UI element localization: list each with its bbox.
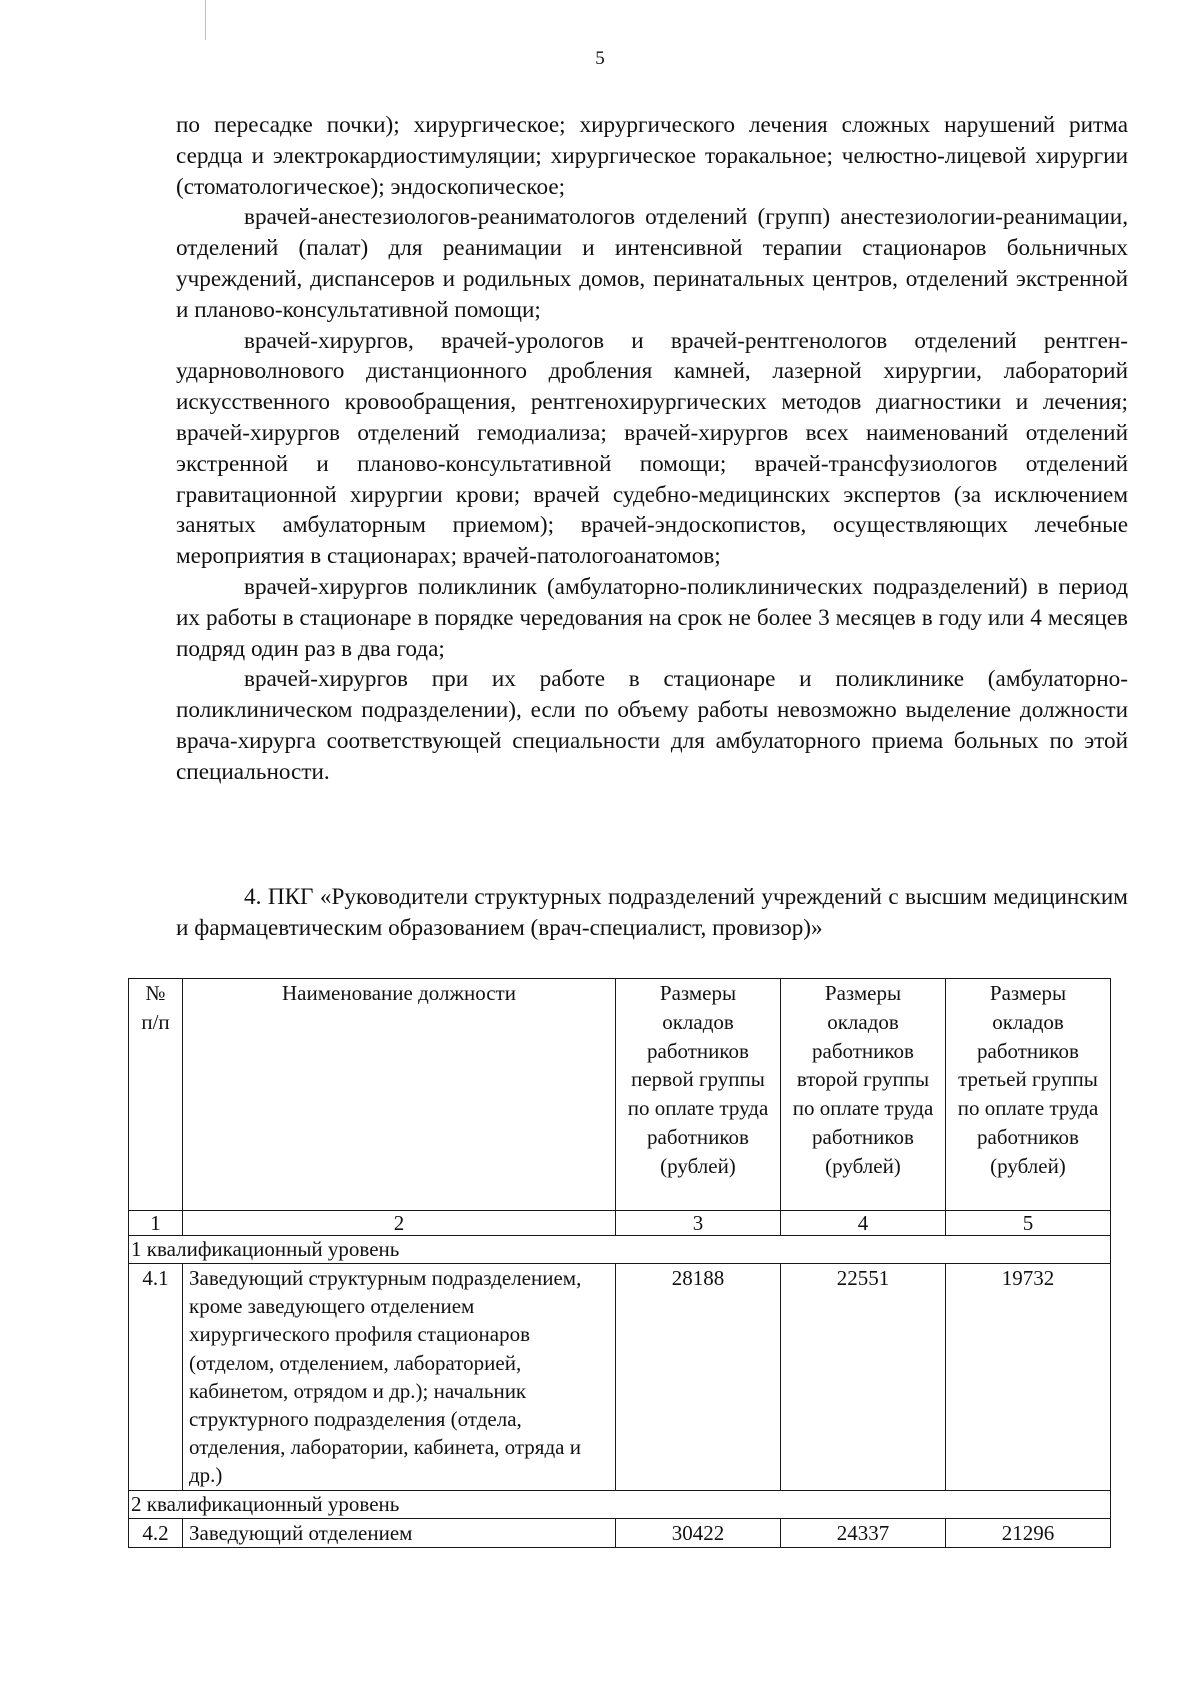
table-header-row	[129, 979, 1111, 1211]
paragraph-2: врачей-анестезиологов-реаниматологов отделений (групп) анестезиологии-реанимации, отделений (палат) для реанимации и интенсивной терапии стационаров больничных учреждений, диспансеров и родильных домов, перинатальных центров, отделений экстренной и планово-консультативной помощи;	[176, 204, 1128, 323]
header-position-name: Наименование должности	[183, 979, 616, 1211]
body-text	[176, 110, 1128, 788]
salary-group-3: 19732	[946, 1264, 1111, 1491]
salary-table	[128, 978, 1111, 1548]
column-index: 3	[616, 1211, 781, 1236]
paragraph-3: врачей-хирургов, врачей-урологов и врачей-рентгенологов отделений рентген-ударноволнового дистанционного дробления камней, лазерной хирургии, лабораторий искусственного кровообращения, рентгенохирургических методов диагностики и лечения; врачей-хирургов отделений гемодиализа; врачей-хирургов всех наименований отделений экстренной и планово-консультативной помощи; врачей-трансфузиологов отделений гравитационной хирургии крови; врачей судебно-медицинских экспертов (за исключением занятых амбулаторным приемом); врачей-эндоскопистов, осуществляющих лечебные мероприятия в стационарах; врачей-патологоанатомов;	[176, 327, 1128, 570]
qualification-level-row	[129, 1490, 1111, 1518]
table-row	[129, 1518, 1111, 1547]
paragraph-4: врачей-хирургов поликлиник (амбулаторно-поликлинических подразделений) в период их работы в стационаре в порядке чередования на срок не более 3 месяцев в году или 4 месяцев подряд один раз в два года;	[176, 573, 1128, 662]
column-index: 2	[183, 1211, 616, 1236]
qualification-level-label: 2 квалификационный уровень	[129, 1490, 1111, 1518]
qualification-level-label: 1 квалификационный уровень	[129, 1236, 1111, 1264]
header-group-2: Размеры окладов работников второй группы по оплате труда работников (рублей)	[781, 979, 946, 1211]
page-number: 5	[595, 48, 605, 69]
salary-group-2: 24337	[781, 1518, 946, 1547]
paragraph-1: по пересадке почки); хирургическое; хирургического лечения сложных нарушений ритма сердца и электрокардиостимуляции; хирургическое торакальное; челюстно-лицевой хирургии (стоматологическое); эндоскопическое;	[176, 112, 1128, 200]
column-index-row	[129, 1211, 1111, 1236]
section-heading: 4. ПКГ «Руководители структурных подразделений учреждений с высшим медицинским и фармацевтическим образованием (врач-специалист, провизор)»	[176, 884, 1128, 941]
qualification-level-row	[129, 1236, 1111, 1264]
column-index: 1	[129, 1211, 183, 1236]
paragraph-5: врачей-хирургов при их работе в стационаре и поликлинике (амбулаторно-поликлиническом подразделении), если по объему работы невозможно выделение должности врача-хирурга соответствующей специальности для амбулаторного приема больных по этой специальности.	[176, 666, 1128, 785]
salary-group-2: 22551	[781, 1264, 946, 1491]
row-number: 4.2	[129, 1518, 183, 1547]
position-name: Заведующий отделением	[183, 1518, 616, 1547]
header-group-1: Размеры окладов работников первой группы по оплате труда работников (рублей)	[616, 979, 781, 1211]
row-number: 4.1	[129, 1264, 183, 1491]
salary-group-3: 21296	[946, 1518, 1111, 1547]
position-name: Заведующий структурным подразделением, кроме заведующего отделением хирургического профиля стационаров (отделом, отделением, лабораторией, кабинетом, отрядом и др.); начальник структурного подразделения (отдела, отделения, лаборатории, кабинета, отряда и др.)	[183, 1264, 616, 1491]
header-num: № п/п	[129, 979, 183, 1211]
column-index: 5	[946, 1211, 1111, 1236]
table-row	[129, 1264, 1111, 1491]
salary-group-1: 30422	[616, 1518, 781, 1547]
column-index: 4	[781, 1211, 946, 1236]
salary-group-1: 28188	[616, 1264, 781, 1491]
scan-artifact-line	[205, 0, 206, 40]
header-group-3: Размеры окладов работников третьей группы по оплате труда работников (рублей)	[946, 979, 1111, 1211]
